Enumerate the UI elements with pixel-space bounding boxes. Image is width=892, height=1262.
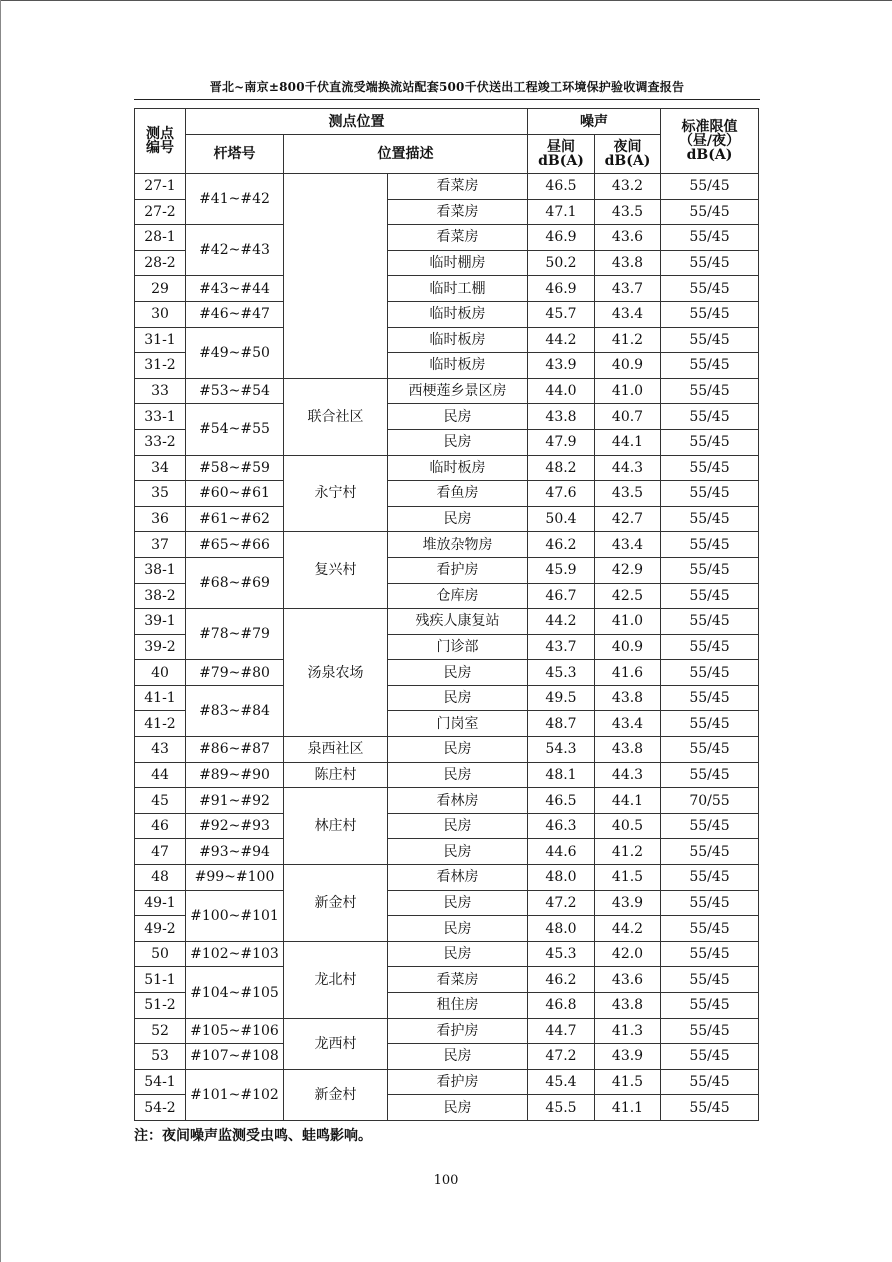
day-noise-cell: 48.7 <box>528 711 595 737</box>
limit-cell: 55/45 <box>661 813 759 839</box>
tower-cell: #83~#84 <box>186 685 284 736</box>
description-cell: 西梗莲乡景区房 <box>388 378 528 404</box>
day-noise-cell: 48.2 <box>528 455 595 481</box>
tower-cell: #104~#105 <box>186 967 284 1018</box>
limit-cell: 55/45 <box>661 506 759 532</box>
night-noise-cell: 40.9 <box>595 634 661 660</box>
table-row <box>135 301 759 327</box>
description-cell: 临时板房 <box>388 301 528 327</box>
limit-cell: 55/45 <box>661 532 759 558</box>
description-cell: 民房 <box>388 839 528 865</box>
day-noise-cell: 44.2 <box>528 609 595 635</box>
night-noise-cell: 42.9 <box>595 557 661 583</box>
point-id-cell: 47 <box>135 839 186 865</box>
description-cell: 民房 <box>388 1095 528 1121</box>
day-noise-cell: 43.8 <box>528 404 595 430</box>
header-noise: 噪声 <box>528 109 661 135</box>
day-noise-cell: 43.7 <box>528 634 595 660</box>
description-cell: 看林房 <box>388 865 528 891</box>
day-noise-cell: 45.9 <box>528 557 595 583</box>
point-id-cell: 38-1 <box>135 557 186 583</box>
table-row <box>135 481 759 507</box>
day-noise-cell: 44.0 <box>528 378 595 404</box>
header-night: 夜间 dB(A) <box>595 135 661 174</box>
header-rule <box>134 99 760 100</box>
night-noise-cell: 43.4 <box>595 532 661 558</box>
point-id-cell: 53 <box>135 1044 186 1070</box>
point-id-cell: 46 <box>135 813 186 839</box>
point-id-cell: 49-2 <box>135 916 186 942</box>
limit-cell: 55/45 <box>661 429 759 455</box>
description-cell: 临时板房 <box>388 353 528 379</box>
day-noise-cell: 45.5 <box>528 1095 595 1121</box>
description-cell: 看林房 <box>388 788 528 814</box>
day-noise-cell: 43.9 <box>528 353 595 379</box>
point-id-cell: 28-1 <box>135 225 186 251</box>
night-noise-cell: 40.9 <box>595 353 661 379</box>
limit-cell: 55/45 <box>661 711 759 737</box>
description-cell: 临时棚房 <box>388 250 528 276</box>
point-id-cell: 52 <box>135 1018 186 1044</box>
tower-cell: #58~#59 <box>186 455 284 481</box>
tower-cell: #102~#103 <box>186 941 284 967</box>
day-noise-cell: 49.5 <box>528 685 595 711</box>
night-noise-cell: 43.9 <box>595 890 661 916</box>
description-cell: 临时工棚 <box>388 276 528 302</box>
night-noise-cell: 40.5 <box>595 813 661 839</box>
description-cell: 看护房 <box>388 1018 528 1044</box>
point-id-cell: 34 <box>135 455 186 481</box>
night-noise-cell: 43.5 <box>595 199 661 225</box>
day-noise-cell: 47.6 <box>528 481 595 507</box>
day-noise-cell: 48.0 <box>528 916 595 942</box>
day-noise-cell: 46.5 <box>528 174 595 200</box>
day-noise-cell: 47.2 <box>528 890 595 916</box>
night-noise-cell: 44.3 <box>595 455 661 481</box>
day-noise-cell: 44.7 <box>528 1018 595 1044</box>
description-cell: 临时板房 <box>388 327 528 353</box>
day-noise-cell: 46.9 <box>528 276 595 302</box>
night-noise-cell: 43.8 <box>595 685 661 711</box>
description-cell: 残疾人康复站 <box>388 609 528 635</box>
area-cell: 新金村 <box>284 1069 388 1120</box>
description-cell: 民房 <box>388 404 528 430</box>
limit-cell: 55/45 <box>661 378 759 404</box>
table-row <box>135 1069 759 1095</box>
tower-cell: #54~#55 <box>186 404 284 455</box>
point-id-cell: 29 <box>135 276 186 302</box>
description-cell: 民房 <box>388 737 528 763</box>
table-row <box>135 506 759 532</box>
table-row <box>135 737 759 763</box>
table-body <box>135 174 759 1121</box>
limit-cell: 55/45 <box>661 199 759 225</box>
description-cell: 民房 <box>388 941 528 967</box>
tower-cell: #101~#102 <box>186 1069 284 1120</box>
point-id-cell: 44 <box>135 762 186 788</box>
point-id-cell: 39-2 <box>135 634 186 660</box>
point-id-cell: 54-1 <box>135 1069 186 1095</box>
limit-cell: 55/45 <box>661 634 759 660</box>
night-noise-cell: 41.0 <box>595 609 661 635</box>
point-id-cell: 41-1 <box>135 685 186 711</box>
night-noise-cell: 43.8 <box>595 993 661 1019</box>
point-id-cell: 48 <box>135 865 186 891</box>
day-noise-cell: 45.4 <box>528 1069 595 1095</box>
night-noise-cell: 41.3 <box>595 1018 661 1044</box>
limit-cell: 55/45 <box>661 1069 759 1095</box>
table-row <box>135 941 759 967</box>
area-cell: 联合社区 <box>284 378 388 455</box>
point-id-cell: 54-2 <box>135 1095 186 1121</box>
limit-cell: 55/45 <box>661 1095 759 1121</box>
table-row <box>135 788 759 814</box>
day-noise-cell: 46.9 <box>528 225 595 251</box>
header-day: 昼间 dB(A) <box>528 135 595 174</box>
point-id-cell: 49-1 <box>135 890 186 916</box>
day-noise-cell: 44.6 <box>528 839 595 865</box>
table-row <box>135 890 759 916</box>
area-cell: 新金村 <box>284 865 388 942</box>
night-noise-cell: 41.2 <box>595 839 661 865</box>
description-cell: 看菜房 <box>388 967 528 993</box>
night-noise-cell: 42.0 <box>595 941 661 967</box>
point-id-cell: 51-2 <box>135 993 186 1019</box>
night-noise-cell: 44.1 <box>595 788 661 814</box>
limit-cell: 55/45 <box>661 1018 759 1044</box>
table-row <box>135 404 759 430</box>
table-row <box>135 378 759 404</box>
tower-cell: #91~#92 <box>186 788 284 814</box>
point-id-cell: 27-1 <box>135 174 186 200</box>
description-cell: 看菜房 <box>388 199 528 225</box>
limit-cell: 55/45 <box>661 327 759 353</box>
area-cell: 复兴村 <box>284 532 388 609</box>
day-noise-cell: 46.2 <box>528 532 595 558</box>
noise-monitoring-table <box>134 108 759 1121</box>
tower-cell: #100~#101 <box>186 890 284 941</box>
table-row <box>135 685 759 711</box>
table-row <box>135 532 759 558</box>
description-cell: 临时板房 <box>388 455 528 481</box>
point-id-cell: 36 <box>135 506 186 532</box>
night-noise-cell: 43.8 <box>595 250 661 276</box>
day-noise-cell: 48.1 <box>528 762 595 788</box>
description-cell: 租住房 <box>388 993 528 1019</box>
report-header-title: 晋北~南京±800千伏直流受端换流站配套500千伏送出工程竣工环境保护验收调查报告 <box>209 80 685 94</box>
tower-cell: #42~#43 <box>186 225 284 276</box>
tower-cell: #79~#80 <box>186 660 284 686</box>
point-id-cell: 33-2 <box>135 429 186 455</box>
tower-cell: #93~#94 <box>186 839 284 865</box>
description-cell: 民房 <box>388 1044 528 1070</box>
day-noise-cell: 54.3 <box>528 737 595 763</box>
area-cell: 汤泉农场 <box>284 609 388 737</box>
limit-cell: 55/45 <box>661 865 759 891</box>
point-id-cell: 28-2 <box>135 250 186 276</box>
description-cell: 民房 <box>388 429 528 455</box>
night-noise-cell: 42.5 <box>595 583 661 609</box>
table-row <box>135 225 759 251</box>
tower-cell: #53~#54 <box>186 378 284 404</box>
tower-cell: #107~#108 <box>186 1044 284 1070</box>
day-noise-cell: 46.5 <box>528 788 595 814</box>
day-noise-cell: 46.8 <box>528 993 595 1019</box>
limit-cell: 55/45 <box>661 481 759 507</box>
description-cell: 民房 <box>388 813 528 839</box>
night-noise-cell: 41.6 <box>595 660 661 686</box>
night-noise-cell: 44.2 <box>595 916 661 942</box>
night-noise-cell: 40.7 <box>595 404 661 430</box>
table-row <box>135 174 759 200</box>
limit-cell: 55/45 <box>661 353 759 379</box>
header-tower: 杆塔号 <box>186 135 284 174</box>
table-row <box>135 557 759 583</box>
tower-cell: #43~#44 <box>186 276 284 302</box>
point-id-cell: 51-1 <box>135 967 186 993</box>
description-cell: 看护房 <box>388 1069 528 1095</box>
limit-cell: 55/45 <box>661 839 759 865</box>
table-row <box>135 865 759 891</box>
table-row <box>135 839 759 865</box>
description-cell: 看菜房 <box>388 174 528 200</box>
point-id-cell: 39-1 <box>135 609 186 635</box>
tower-cell: #89~#90 <box>186 762 284 788</box>
night-noise-cell: 42.7 <box>595 506 661 532</box>
tower-cell: #60~#61 <box>186 481 284 507</box>
limit-cell: 55/45 <box>661 404 759 430</box>
description-cell: 看菜房 <box>388 225 528 251</box>
table-row <box>135 1018 759 1044</box>
limit-cell: 70/55 <box>661 788 759 814</box>
table-row <box>135 1044 759 1070</box>
limit-cell: 55/45 <box>661 890 759 916</box>
day-noise-cell: 46.3 <box>528 813 595 839</box>
limit-cell: 55/45 <box>661 762 759 788</box>
table-row <box>135 813 759 839</box>
point-id-cell: 45 <box>135 788 186 814</box>
limit-cell: 55/45 <box>661 967 759 993</box>
description-cell: 门诊部 <box>388 634 528 660</box>
point-id-cell: 35 <box>135 481 186 507</box>
description-cell: 民房 <box>388 685 528 711</box>
day-noise-cell: 46.7 <box>528 583 595 609</box>
limit-cell: 55/45 <box>661 916 759 942</box>
limit-cell: 55/45 <box>661 301 759 327</box>
area-cell <box>284 174 388 379</box>
point-id-cell: 38-2 <box>135 583 186 609</box>
area-cell: 陈庄村 <box>284 762 388 788</box>
area-cell: 龙北村 <box>284 941 388 1018</box>
night-noise-cell: 43.4 <box>595 301 661 327</box>
point-id-cell: 27-2 <box>135 199 186 225</box>
description-cell: 看鱼房 <box>388 481 528 507</box>
limit-cell: 55/45 <box>661 941 759 967</box>
tower-cell: #105~#106 <box>186 1018 284 1044</box>
day-noise-cell: 45.7 <box>528 301 595 327</box>
limit-cell: 55/45 <box>661 583 759 609</box>
night-noise-cell: 41.5 <box>595 865 661 891</box>
limit-cell: 55/45 <box>661 557 759 583</box>
night-noise-cell: 43.4 <box>595 711 661 737</box>
tower-cell: #49~#50 <box>186 327 284 378</box>
point-id-cell: 31-2 <box>135 353 186 379</box>
description-cell: 民房 <box>388 506 528 532</box>
area-cell: 龙西村 <box>284 1018 388 1069</box>
page-number: 100 <box>433 1173 459 1188</box>
day-noise-cell: 47.2 <box>528 1044 595 1070</box>
day-noise-cell: 45.3 <box>528 941 595 967</box>
table-row <box>135 660 759 686</box>
tower-cell: #61~#62 <box>186 506 284 532</box>
day-noise-cell: 50.2 <box>528 250 595 276</box>
area-cell: 泉西社区 <box>284 737 388 763</box>
night-noise-cell: 43.6 <box>595 225 661 251</box>
limit-cell: 55/45 <box>661 276 759 302</box>
tower-cell: #46~#47 <box>186 301 284 327</box>
day-noise-cell: 45.3 <box>528 660 595 686</box>
description-cell: 门岗室 <box>388 711 528 737</box>
limit-cell: 55/45 <box>661 1044 759 1070</box>
table-row <box>135 967 759 993</box>
night-noise-cell: 41.1 <box>595 1095 661 1121</box>
description-cell: 仓库房 <box>388 583 528 609</box>
point-id-cell: 33 <box>135 378 186 404</box>
night-noise-cell: 43.2 <box>595 174 661 200</box>
limit-cell: 55/45 <box>661 250 759 276</box>
night-noise-cell: 43.8 <box>595 737 661 763</box>
header-point-id: 测点 编号 <box>135 109 186 174</box>
night-noise-cell: 41.0 <box>595 378 661 404</box>
night-noise-cell: 44.1 <box>595 429 661 455</box>
description-cell: 看护房 <box>388 557 528 583</box>
day-noise-cell: 47.1 <box>528 199 595 225</box>
table-row <box>135 455 759 481</box>
limit-cell: 55/45 <box>661 609 759 635</box>
point-id-cell: 33-1 <box>135 404 186 430</box>
night-noise-cell: 43.7 <box>595 276 661 302</box>
night-noise-cell: 44.3 <box>595 762 661 788</box>
day-noise-cell: 48.0 <box>528 865 595 891</box>
point-id-cell: 37 <box>135 532 186 558</box>
night-noise-cell: 43.9 <box>595 1044 661 1070</box>
day-noise-cell: 46.2 <box>528 967 595 993</box>
header-location: 测点位置 <box>186 109 528 135</box>
table-row <box>135 327 759 353</box>
table-row <box>135 762 759 788</box>
page-left-edge <box>0 0 1 1262</box>
limit-cell: 55/45 <box>661 737 759 763</box>
limit-cell: 55/45 <box>661 685 759 711</box>
page-top-edge <box>0 0 892 1</box>
description-cell: 民房 <box>388 916 528 942</box>
tower-cell: #68~#69 <box>186 557 284 608</box>
day-noise-cell: 47.9 <box>528 429 595 455</box>
point-id-cell: 31-1 <box>135 327 186 353</box>
tower-cell: #41~#42 <box>186 174 284 225</box>
area-cell: 永宁村 <box>284 455 388 532</box>
night-noise-cell: 43.6 <box>595 967 661 993</box>
header-description: 位置描述 <box>284 135 528 174</box>
description-cell: 民房 <box>388 890 528 916</box>
tower-cell: #86~#87 <box>186 737 284 763</box>
area-cell: 林庄村 <box>284 788 388 865</box>
table-note: 注：夜间噪声监测受虫鸣、蛙鸣影响。 <box>134 1128 372 1144</box>
tower-cell: #65~#66 <box>186 532 284 558</box>
tower-cell: #92~#93 <box>186 813 284 839</box>
description-cell: 民房 <box>388 660 528 686</box>
limit-cell: 55/45 <box>661 455 759 481</box>
point-id-cell: 41-2 <box>135 711 186 737</box>
point-id-cell: 43 <box>135 737 186 763</box>
day-noise-cell: 44.2 <box>528 327 595 353</box>
description-cell: 民房 <box>388 762 528 788</box>
point-id-cell: 50 <box>135 941 186 967</box>
tower-cell: #78~#79 <box>186 609 284 660</box>
table-row <box>135 609 759 635</box>
description-cell: 堆放杂物房 <box>388 532 528 558</box>
day-noise-cell: 50.4 <box>528 506 595 532</box>
point-id-cell: 30 <box>135 301 186 327</box>
tower-cell: #99~#100 <box>186 865 284 891</box>
table-row <box>135 276 759 302</box>
limit-cell: 55/45 <box>661 993 759 1019</box>
night-noise-cell: 43.5 <box>595 481 661 507</box>
night-noise-cell: 41.2 <box>595 327 661 353</box>
limit-cell: 55/45 <box>661 225 759 251</box>
limit-cell: 55/45 <box>661 174 759 200</box>
point-id-cell: 40 <box>135 660 186 686</box>
night-noise-cell: 41.5 <box>595 1069 661 1095</box>
header-limit: 标准限值 （昼/夜） dB(A) <box>661 109 759 174</box>
limit-cell: 55/45 <box>661 660 759 686</box>
